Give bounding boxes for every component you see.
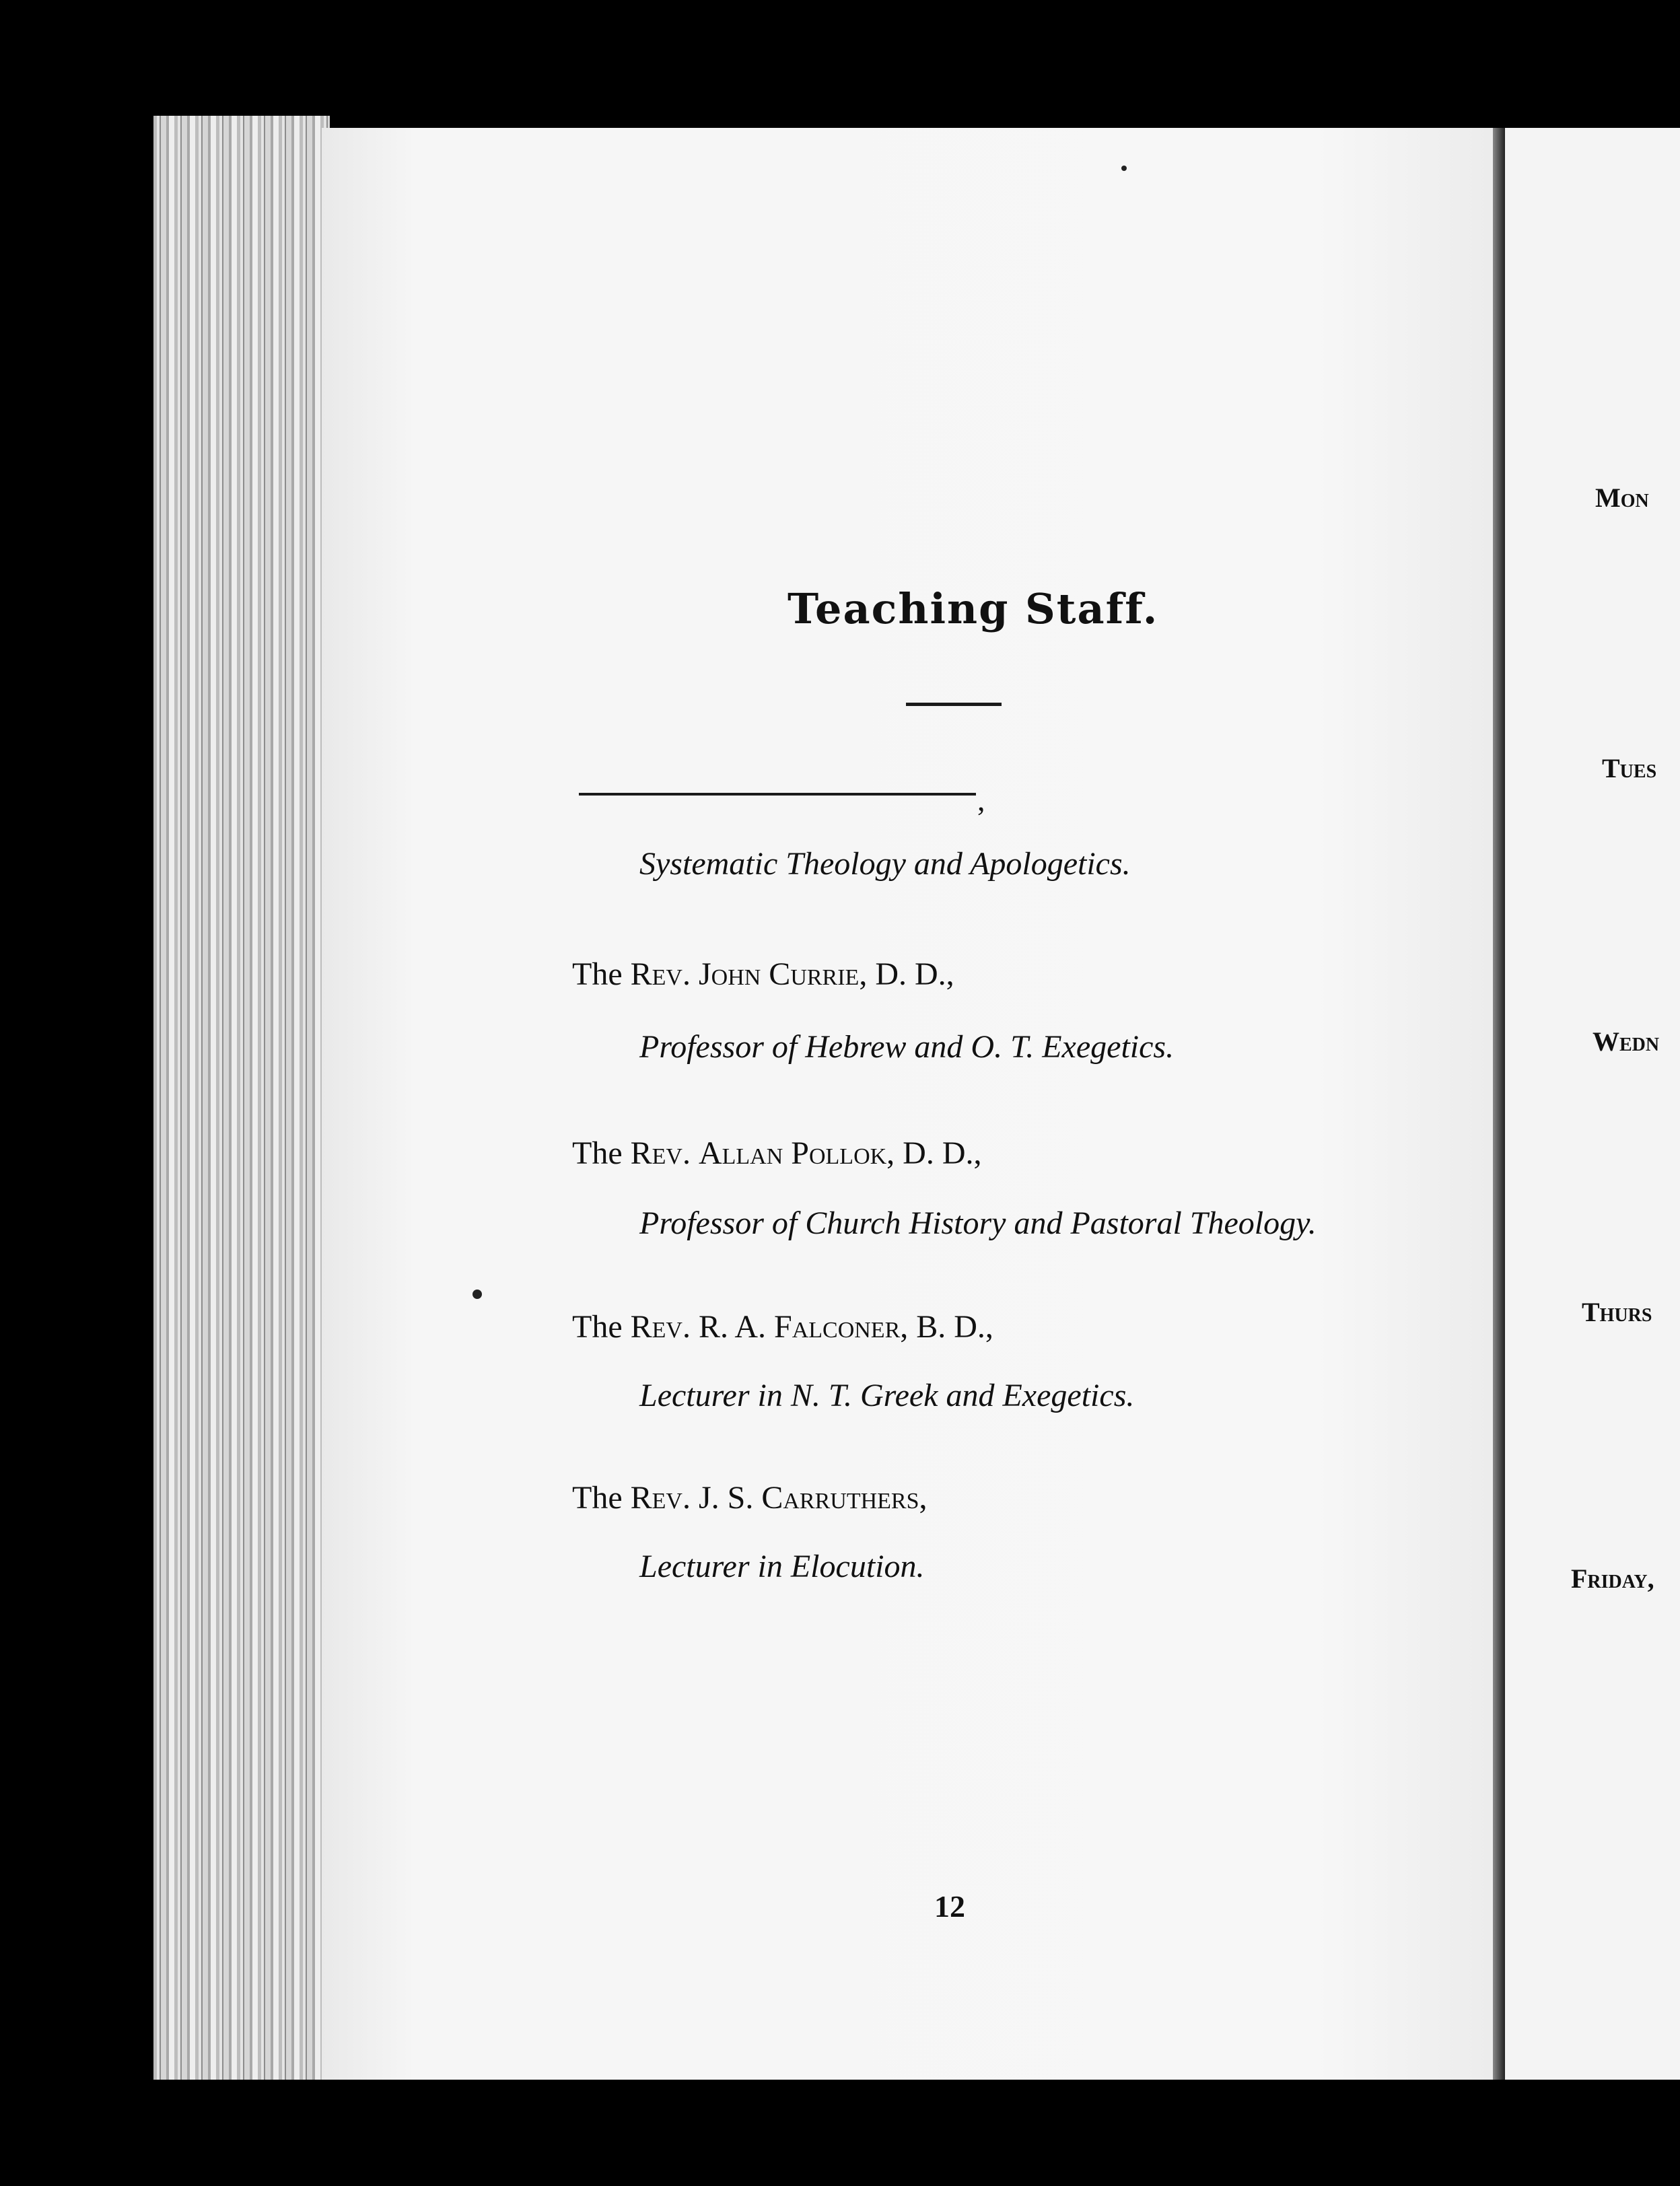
staff-role-1: Professor of Hebrew and O. T. Exegetics.: [639, 1029, 1175, 1065]
staff-role-3: Lecturer in N. T. Greek and Exegetics.: [639, 1378, 1135, 1413]
page-speck: [1121, 166, 1127, 171]
facing-day-2: Tues: [1602, 753, 1657, 783]
staff-name-1: The Rev. John Currie, D. D.,: [572, 956, 954, 992]
page-speck: [473, 1290, 482, 1299]
staff-name-2: The Rev. Allan Pollok, D. D.,: [572, 1135, 982, 1171]
page-number: 12: [934, 1889, 965, 1924]
department-role: Systematic Theology and Apologetics.: [639, 846, 1131, 882]
right-page: [1505, 128, 1680, 2080]
staff-name-4: The Rev. J. S. Carruthers,: [572, 1480, 928, 1516]
facing-day-4: Thurs: [1582, 1297, 1652, 1327]
title-rule: [906, 703, 1002, 706]
facing-day-5: Friday,: [1571, 1563, 1654, 1594]
book-gutter: [1493, 128, 1505, 2080]
book-page-edges: [153, 116, 330, 2080]
staff-role-4: Lecturer in Elocution.: [639, 1549, 925, 1584]
staff-role-2: Professor of Church History and Pastoral Theology.: [639, 1205, 1317, 1241]
facing-day-3: Wedn: [1593, 1026, 1660, 1057]
left-page: [322, 128, 1493, 2080]
page-title: Teaching Staff.: [788, 584, 1159, 633]
staff-name-3: The Rev. R. A. Falconer, B. D.,: [572, 1309, 993, 1345]
blank-name-line: [579, 793, 976, 796]
blank-line-comma: ,: [977, 783, 985, 817]
facing-day-1: Mon: [1595, 483, 1649, 513]
